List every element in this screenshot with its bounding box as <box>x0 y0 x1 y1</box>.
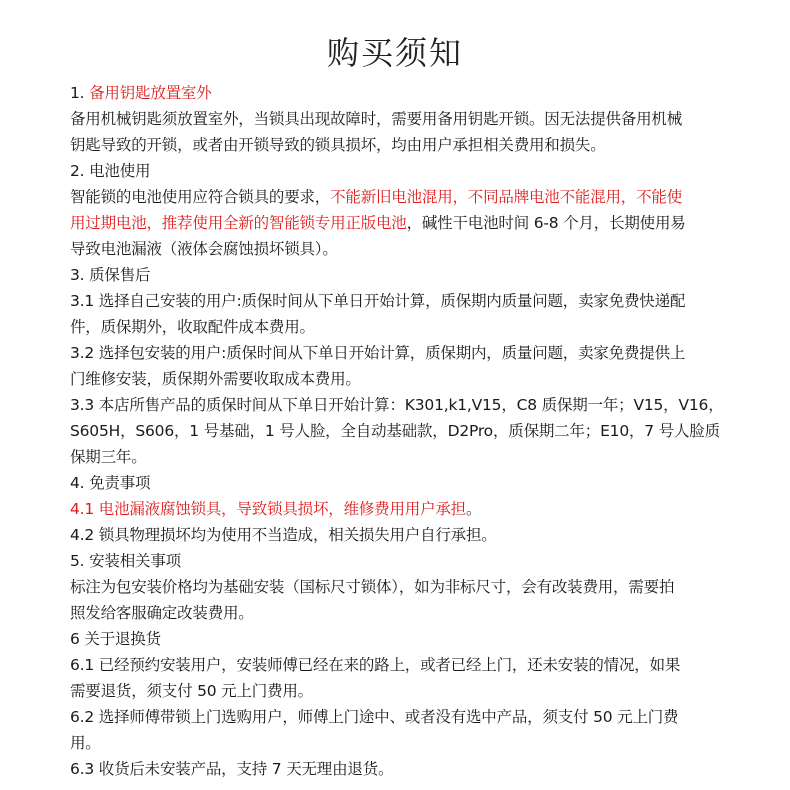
text-line <box>70 600 738 626</box>
text-segment: 需要退货，须支付 50 元上门费用。 <box>70 682 313 700</box>
text-segment: 用。 <box>70 734 101 752</box>
text-line <box>70 704 738 730</box>
text-line <box>70 340 738 366</box>
text-line <box>70 158 738 184</box>
text-segment: 标注为包安装价格均为基础安装（国标尺寸锁体），如为非标尺寸，会有改装费用，需要拍 <box>70 578 675 596</box>
text-segment: 1. <box>70 84 90 102</box>
text-segment: 6.2 选择师傅带锁上门选购用户，师傅上门途中、或者没有选中产品，须支付 50 元上门费 <box>70 708 679 726</box>
text-segment: 智能锁的电池使用应符合锁具的要求， <box>70 188 331 206</box>
text-segment: 钥匙导致的开锁，或者由开锁导致的锁具损坏，均由用户承担相关费用和损失。 <box>70 136 606 154</box>
text-line <box>70 288 738 314</box>
text-segment: 。 <box>465 500 482 518</box>
text-segment: S605H，S606，1 号基础，1 号人脸，全自动基础款，D2Pro，质保期二年；E10，7 号人脸质 <box>70 422 720 440</box>
text-line <box>70 496 738 522</box>
text-line <box>70 574 738 600</box>
text-segment: 5. 安装相关事项 <box>70 552 181 570</box>
notice-body <box>70 80 738 782</box>
text-segment: 4.2 锁具物理损坏均为使用不当造成，相关损失用户自行承担。 <box>70 526 497 544</box>
text-line <box>70 132 738 158</box>
text-segment: 保期三年。 <box>70 448 147 466</box>
text-line <box>70 184 738 210</box>
highlighted-text: 备用钥匙放置室外 <box>89 84 212 102</box>
text-line <box>70 652 738 678</box>
text-line <box>70 314 738 340</box>
text-segment: 6.3 收货后未安装产品，支持 7 天无理由退货。 <box>70 760 394 778</box>
text-segment: 件，质保期外，收取配件成本费用。 <box>70 318 315 336</box>
text-segment: 照发给客服确定改装费用。 <box>70 604 254 622</box>
text-line <box>70 210 738 236</box>
text-line <box>70 236 738 262</box>
text-segment: 3.1 选择自己安装的用户:质保时间从下单日开始计算，质保期内质量问题，卖家免费快递配 <box>70 292 686 310</box>
text-segment: 导致电池漏液（液体会腐蚀损坏锁具）。 <box>70 240 338 258</box>
text-line <box>70 392 738 418</box>
text-line <box>70 418 738 444</box>
text-line <box>70 548 738 574</box>
text-line <box>70 106 738 132</box>
highlighted-text: 4.1 电池漏液腐蚀锁具，导致锁具损坏，维修费用用户承担 <box>70 500 466 518</box>
text-line <box>70 756 738 782</box>
highlighted-text: 用过期电池，推荐使用全新的智能锁专用正版电池 <box>70 214 407 232</box>
text-segment: 门维修安装，质保期外需要收取成本费用。 <box>70 370 361 388</box>
highlighted-text: 不能新旧电池混用，不同品牌电池不能混用，不能使 <box>330 188 683 206</box>
text-line <box>70 444 738 470</box>
text-segment: 6 关于退换货 <box>70 630 161 648</box>
text-line <box>70 470 738 496</box>
text-line <box>70 522 738 548</box>
text-line <box>70 80 738 106</box>
text-line <box>70 262 738 288</box>
text-segment: 备用机械钥匙须放置室外，当锁具出现故障时，需要用备用钥匙开锁。因无法提供备用机械 <box>70 110 683 128</box>
text-line <box>70 366 738 392</box>
text-line <box>70 730 738 756</box>
text-segment: 3.2 选择包安装的用户:质保时间从下单日开始计算，质保期内，质量问题，卖家免费提供上 <box>70 344 686 362</box>
text-segment: 4. 免责事项 <box>70 474 151 492</box>
text-segment: 3. 质保售后 <box>70 266 151 284</box>
text-line <box>70 626 738 652</box>
text-segment: ，碱性干电池时间 6-8 个月，长期使用易 <box>406 214 686 232</box>
page-title: 购买须知 <box>326 34 463 72</box>
text-segment: 2. 电池使用 <box>70 162 151 180</box>
text-segment: 6.1 已经预约安装用户，安装师傅已经在来的路上，或者已经上门，还未安装的情况，如果 <box>70 656 681 674</box>
text-line <box>70 678 738 704</box>
text-segment: 3.3 本店所售产品的质保时间从下单日开始计算：K301,k1,V15，C8 质保期一年；V15，V16， <box>70 396 724 414</box>
